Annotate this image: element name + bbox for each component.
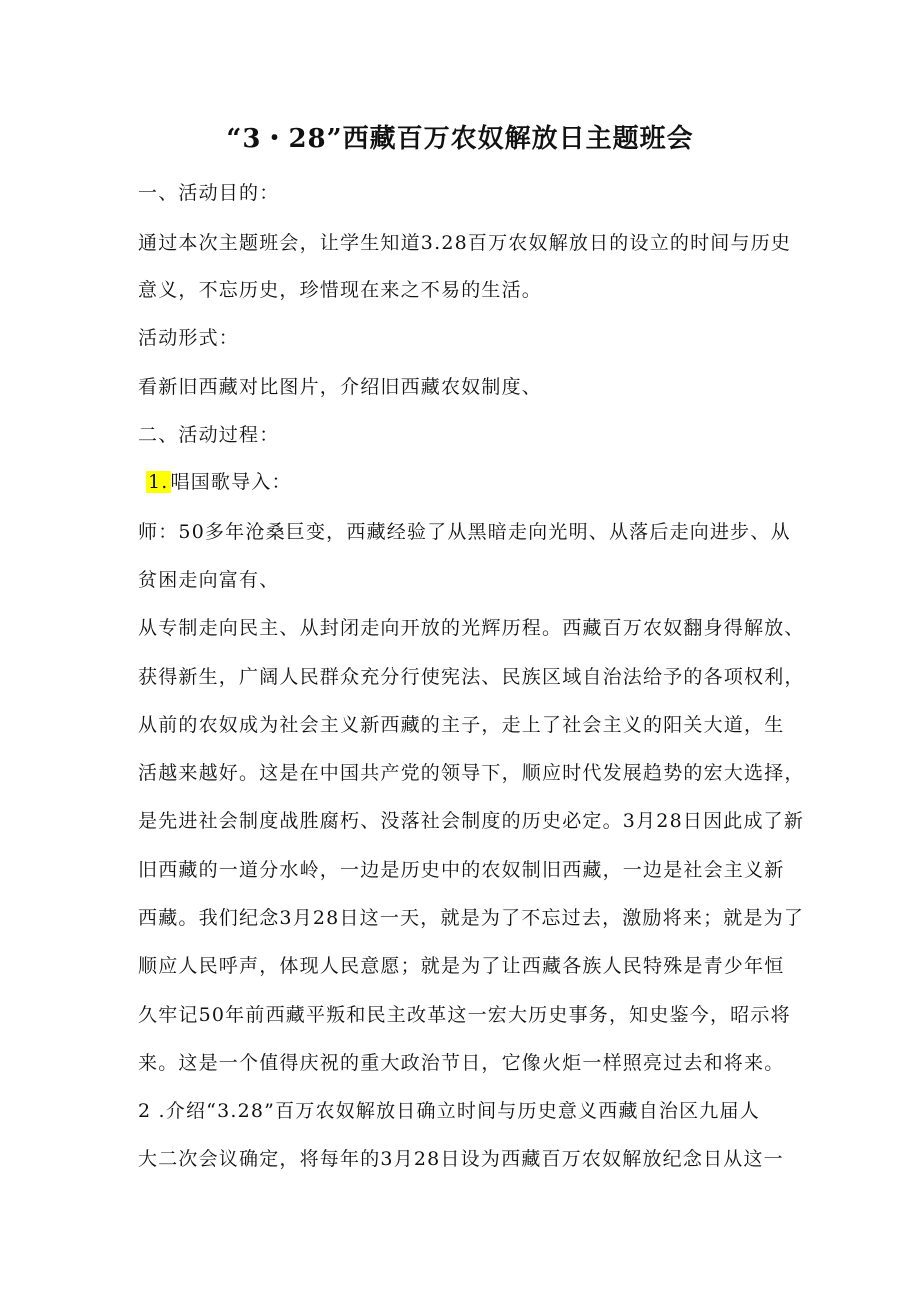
paragraph-line: 旧西藏的一道分水岭，一边是历史中的农奴制旧西藏，一边是社会主义新 [138, 859, 785, 881]
paragraph-line: 师：50多年沧桑巨变，西藏经验了从黑暗走向光明、从落后走向进步、从 [138, 521, 791, 543]
section-heading-process: 二、活动过程： [138, 424, 280, 446]
paragraph-line: 久牢记50年前西藏平叛和民主改革这一宏大历史事务，知史鉴今，昭示将 [138, 1004, 791, 1026]
paragraph-line: 西藏。我们纪念3月28日这一天，就是为了不忘过去，激励将来；就是为了 [138, 907, 805, 929]
paragraph-line: 顺应人民呼声，体现人民意愿；就是为了让西藏各族人民特殊是青少年恒 [138, 955, 785, 977]
paragraph-line: 获得新生，广阔人民群众充分行使宪法、民族区域自治法给予的各项权利， [138, 666, 805, 688]
list-number-highlight: 1. [148, 471, 169, 493]
paragraph-line: 从前的农奴成为社会主义新西藏的主子，走上了社会主义的阳关大道，生 [138, 714, 785, 736]
list-item-text: 唱国歌导入： [170, 471, 292, 493]
paragraph-line: 贫困走向富有、 [138, 569, 280, 591]
paragraph-line: 是先进社会制度战胜腐朽、没落社会制度的历史必定。3月28日因此成了新 [138, 810, 805, 832]
list-item-2: 2 .介绍“3.28”百万农奴解放日确立时间与历史意义西藏自治区九届人 [138, 1100, 760, 1122]
paragraph-line: 大二次会议确定，将每年的3月28日设为西藏百万农奴解放纪念日从这一 [138, 1148, 784, 1170]
paragraph-line: 意义，不忘历史，珍惜现在来之不易的生活。 [138, 279, 543, 301]
subheading-format: 活动形式： [138, 327, 240, 349]
list-item-1 [146, 467, 806, 494]
paragraph-line: 看新旧西藏对比图片，介绍旧西藏农奴制度、 [138, 376, 543, 398]
paragraph-line: 从专制走向民主、从封闭走向开放的光辉历程。西藏百万农奴翻身得解放、 [138, 617, 805, 639]
document-title: “3・28”西藏百万农奴解放日主题班会 [226, 124, 694, 154]
section-heading-purpose: 一、活动目的： [138, 182, 280, 204]
paragraph-line: 活越来越好。这是在中国共产党的领导下，顺应时代发展趋势的宏大选择， [138, 762, 805, 784]
paragraph-line: 来。这是一个值得庆祝的重大政治节日，它像火炬一样照亮过去和将来。 [138, 1052, 785, 1074]
paragraph-line: 通过本次主题班会，让学生知道3.28百万农奴解放日的设立的时间与历史 [138, 232, 792, 254]
